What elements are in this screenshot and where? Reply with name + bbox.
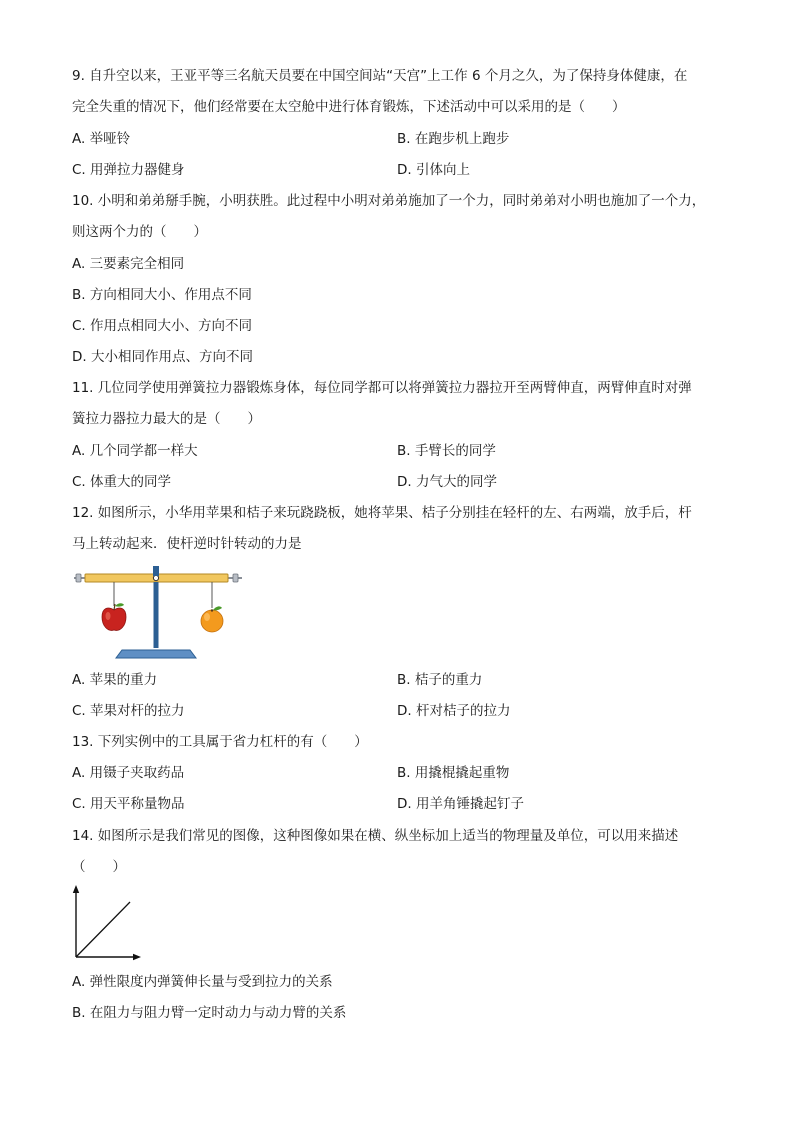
q9-option-d: D. 引体向上 (397, 162, 470, 178)
q12-stem-line2: 马上转动起来．使杆逆时针转动的力是 (72, 536, 302, 552)
q13-option-a: A. 用镊子夹取药品 (72, 765, 185, 781)
q12-stem-line1: 12. 如图所示，小华用苹果和桔子来玩跷跷板，她将苹果、桔子分别挂在轻杆的左、右两端，放手后，杆 (72, 505, 692, 521)
x-axis (76, 954, 141, 960)
q10-stem-line2: 则这两个力的（ ） (72, 224, 207, 240)
seesaw-apple-orange-figure (72, 562, 244, 662)
stand-top (153, 566, 159, 576)
q11-option-b: B. 手臂长的同学 (397, 443, 496, 459)
stand-pole (154, 582, 159, 648)
q9-option-c: C. 用弹拉力器健身 (72, 162, 185, 178)
q14-stem-line1: 14. 如图所示是我们常见的图像，这种图像如果在横、纵坐标加上适当的物理量及单位，可以用来描述 (72, 828, 679, 844)
q14-option-a: A. 弹性限度内弹簧伸长量与受到拉力的关系 (72, 974, 333, 990)
q12-option-d: D. 杆对桔子的拉力 (397, 703, 511, 719)
q11-stem-line2: 簧拉力器拉力最大的是（ ） (72, 411, 261, 427)
q14-stem-line2: （ ） (72, 859, 126, 875)
q11-option-a: A. 几个同学都一样大 (72, 443, 198, 459)
q12-option-a: A. 苹果的重力 (72, 672, 158, 688)
straight-line-through-origin (76, 902, 130, 957)
q11-option-d: D. 力气大的同学 (397, 474, 497, 490)
stand-base (116, 650, 196, 658)
q9-option-a: A. 举哑铃 (72, 131, 131, 147)
q12-option-b: B. 桔子的重力 (397, 672, 483, 688)
q11-stem-line1: 11. 几位同学使用弹簧拉力器锻炼身体，每位同学都可以将弹簧拉力器拉开至两臂伸直，两臂伸直时对弹 (72, 380, 692, 396)
q9-stem-line2: 完全失重的情况下，他们经常要在太空舱中进行体育锻炼，下述活动中可以采用的是（ ） (72, 99, 626, 115)
q11-option-c: C. 体重大的同学 (72, 474, 172, 490)
q13-stem: 13. 下列实例中的工具属于省力杠杆的有（ ） (72, 734, 368, 750)
q14-option-b: B. 在阻力与阻力臂一定时动力与动力臂的关系 (72, 1005, 347, 1021)
q10-option-c: C. 作用点相同大小、方向不同 (72, 318, 253, 334)
y-axis (73, 885, 79, 957)
q13-option-b: B. 用撬棍撬起重物 (397, 765, 510, 781)
q9-option-b: B. 在跑步机上跑步 (397, 131, 510, 147)
pivot-pin (153, 575, 158, 580)
q10-option-d: D. 大小相同作用点、方向不同 (72, 349, 253, 365)
q10-option-b: B. 方向相同大小、作用点不同 (72, 287, 252, 303)
q13-option-d: D. 用羊角锤撬起钉子 (397, 796, 524, 812)
left-bar-end (74, 574, 86, 582)
q10-stem-line1: 10. 小明和弟弟掰手腕，小明获胜。此过程中小明对弟弟施加了一个力，同时弟弟对小明也施加了一个力， (72, 193, 706, 209)
q12-option-c: C. 苹果对杆的拉力 (72, 703, 185, 719)
q13-option-c: C. 用天平称量物品 (72, 796, 185, 812)
right-bar-end (228, 574, 242, 582)
q9-stem-line1: 9. 自升空以来，王亚平等三名航天员要在中国空间站“天宫”上工作 6 个月之久，为了保持身体健康，在 (72, 68, 688, 84)
orange-icon (201, 606, 223, 632)
proportional-graph-figure (70, 884, 142, 962)
apple-icon (102, 603, 126, 630)
q10-option-a: A. 三要素完全相同 (72, 256, 185, 272)
